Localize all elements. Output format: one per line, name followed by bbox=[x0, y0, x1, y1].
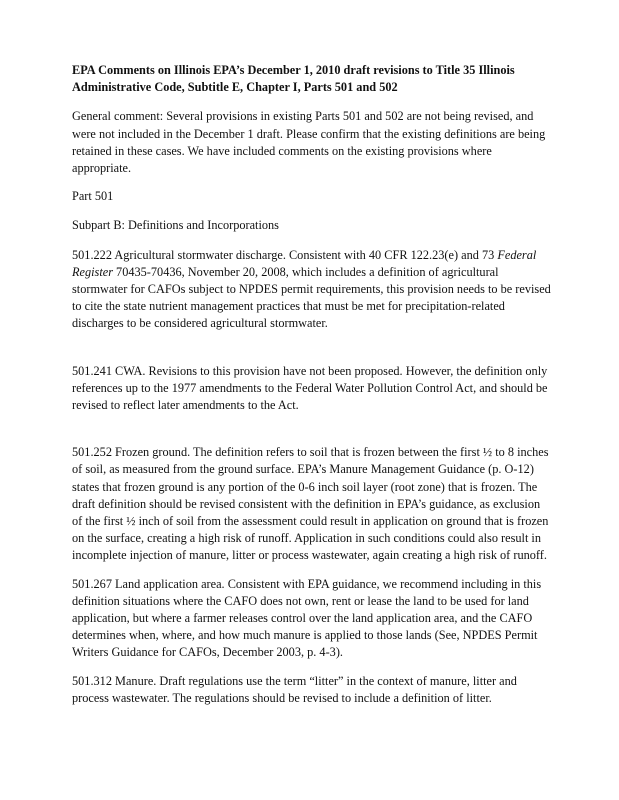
definition-frozen-ground: 501.252 Frozen ground. The definition refers to soil that is frozen between the first ½ to 8 inches of soil, as measured from the ground surface. EPA’s Manure Management Guidance (p. O-12) states that frozen ground is any portion of the 0-6 inch soil layer (root zone) that is frozen. The draft definition should be revised consistent with the definition in EPA’s guidance, as exclusion of the first ½ inch of soil from the assessment could result in application on ground that is frozen on the surface, creating a high risk of runoff. Application in such conditions could also result in incomplete injection of manure, litter or process wastewater, again creating a high risk of runoff. bbox=[72, 445, 549, 563]
general-comment: General comment: Several provisions in existing Parts 501 and 502 are not being revised, and were not included in the December 1 draft. Please confirm that the existing definitions are being retained in these cases. We have included comments on the existing provisions where appropriate. bbox=[72, 109, 546, 176]
part-heading: Part 501 bbox=[72, 189, 114, 204]
definition-manure: 501.312 Manure. Draft regulations use the term “litter” in the context of manure, litter and process wastewater. The regulations should be revised to include a definition of litter. bbox=[72, 673, 517, 705]
spacer bbox=[72, 565, 552, 576]
definition-land-application-area: 501.267 Land application area. Consistent with EPA guidance, we recommend including in this definition situations where the CAFO does not own, rent or lease the land to be used for land application, but where a farmer releases control over the land application area, and the CAFO determines when, where, and how much manure is applied to those lands (See, NPDES Permit Writers Guidance for CAFOs, December 2003, p. 4-3). bbox=[72, 576, 542, 660]
document-page bbox=[72, 62, 552, 707]
definition-agricultural-stormwater bbox=[72, 247, 552, 333]
definition-cwa: 501.241 CWA. Revisions to this provision have not been proposed. However, the definition only references up to the 1977 amendments to the Federal Water Pollution Control Act, and should be revised to reflect later amendments to the Act. bbox=[72, 363, 548, 413]
subpart-heading: Subpart B: Definitions and Incorporations bbox=[72, 218, 279, 233]
spacer bbox=[72, 414, 552, 444]
spacer bbox=[72, 662, 552, 673]
spacer bbox=[72, 333, 552, 363]
entry-text-continued: 70435-70436, November 20, 2008, which includes a definition of agricultural stormwater for CAFOs subject to NPDES permit requirements, this provision needs to be revised to cite the state nutrient management practices that must be met for precipitation-related discharges to be considered agricultural stormwater. bbox=[72, 264, 551, 331]
entry-text: 501.222 Agricultural stormwater discharge. Consistent with 40 CFR 122.23(e) and 73 bbox=[72, 247, 498, 262]
entry-citation: Federal Register bbox=[72, 247, 537, 279]
document-title: EPA Comments on Illinois EPA’s December 1, 2010 draft revisions to Title 35 Illinois Administrative Code, Subtitle E, Chapter I, Parts 501 and 502 bbox=[72, 63, 515, 95]
